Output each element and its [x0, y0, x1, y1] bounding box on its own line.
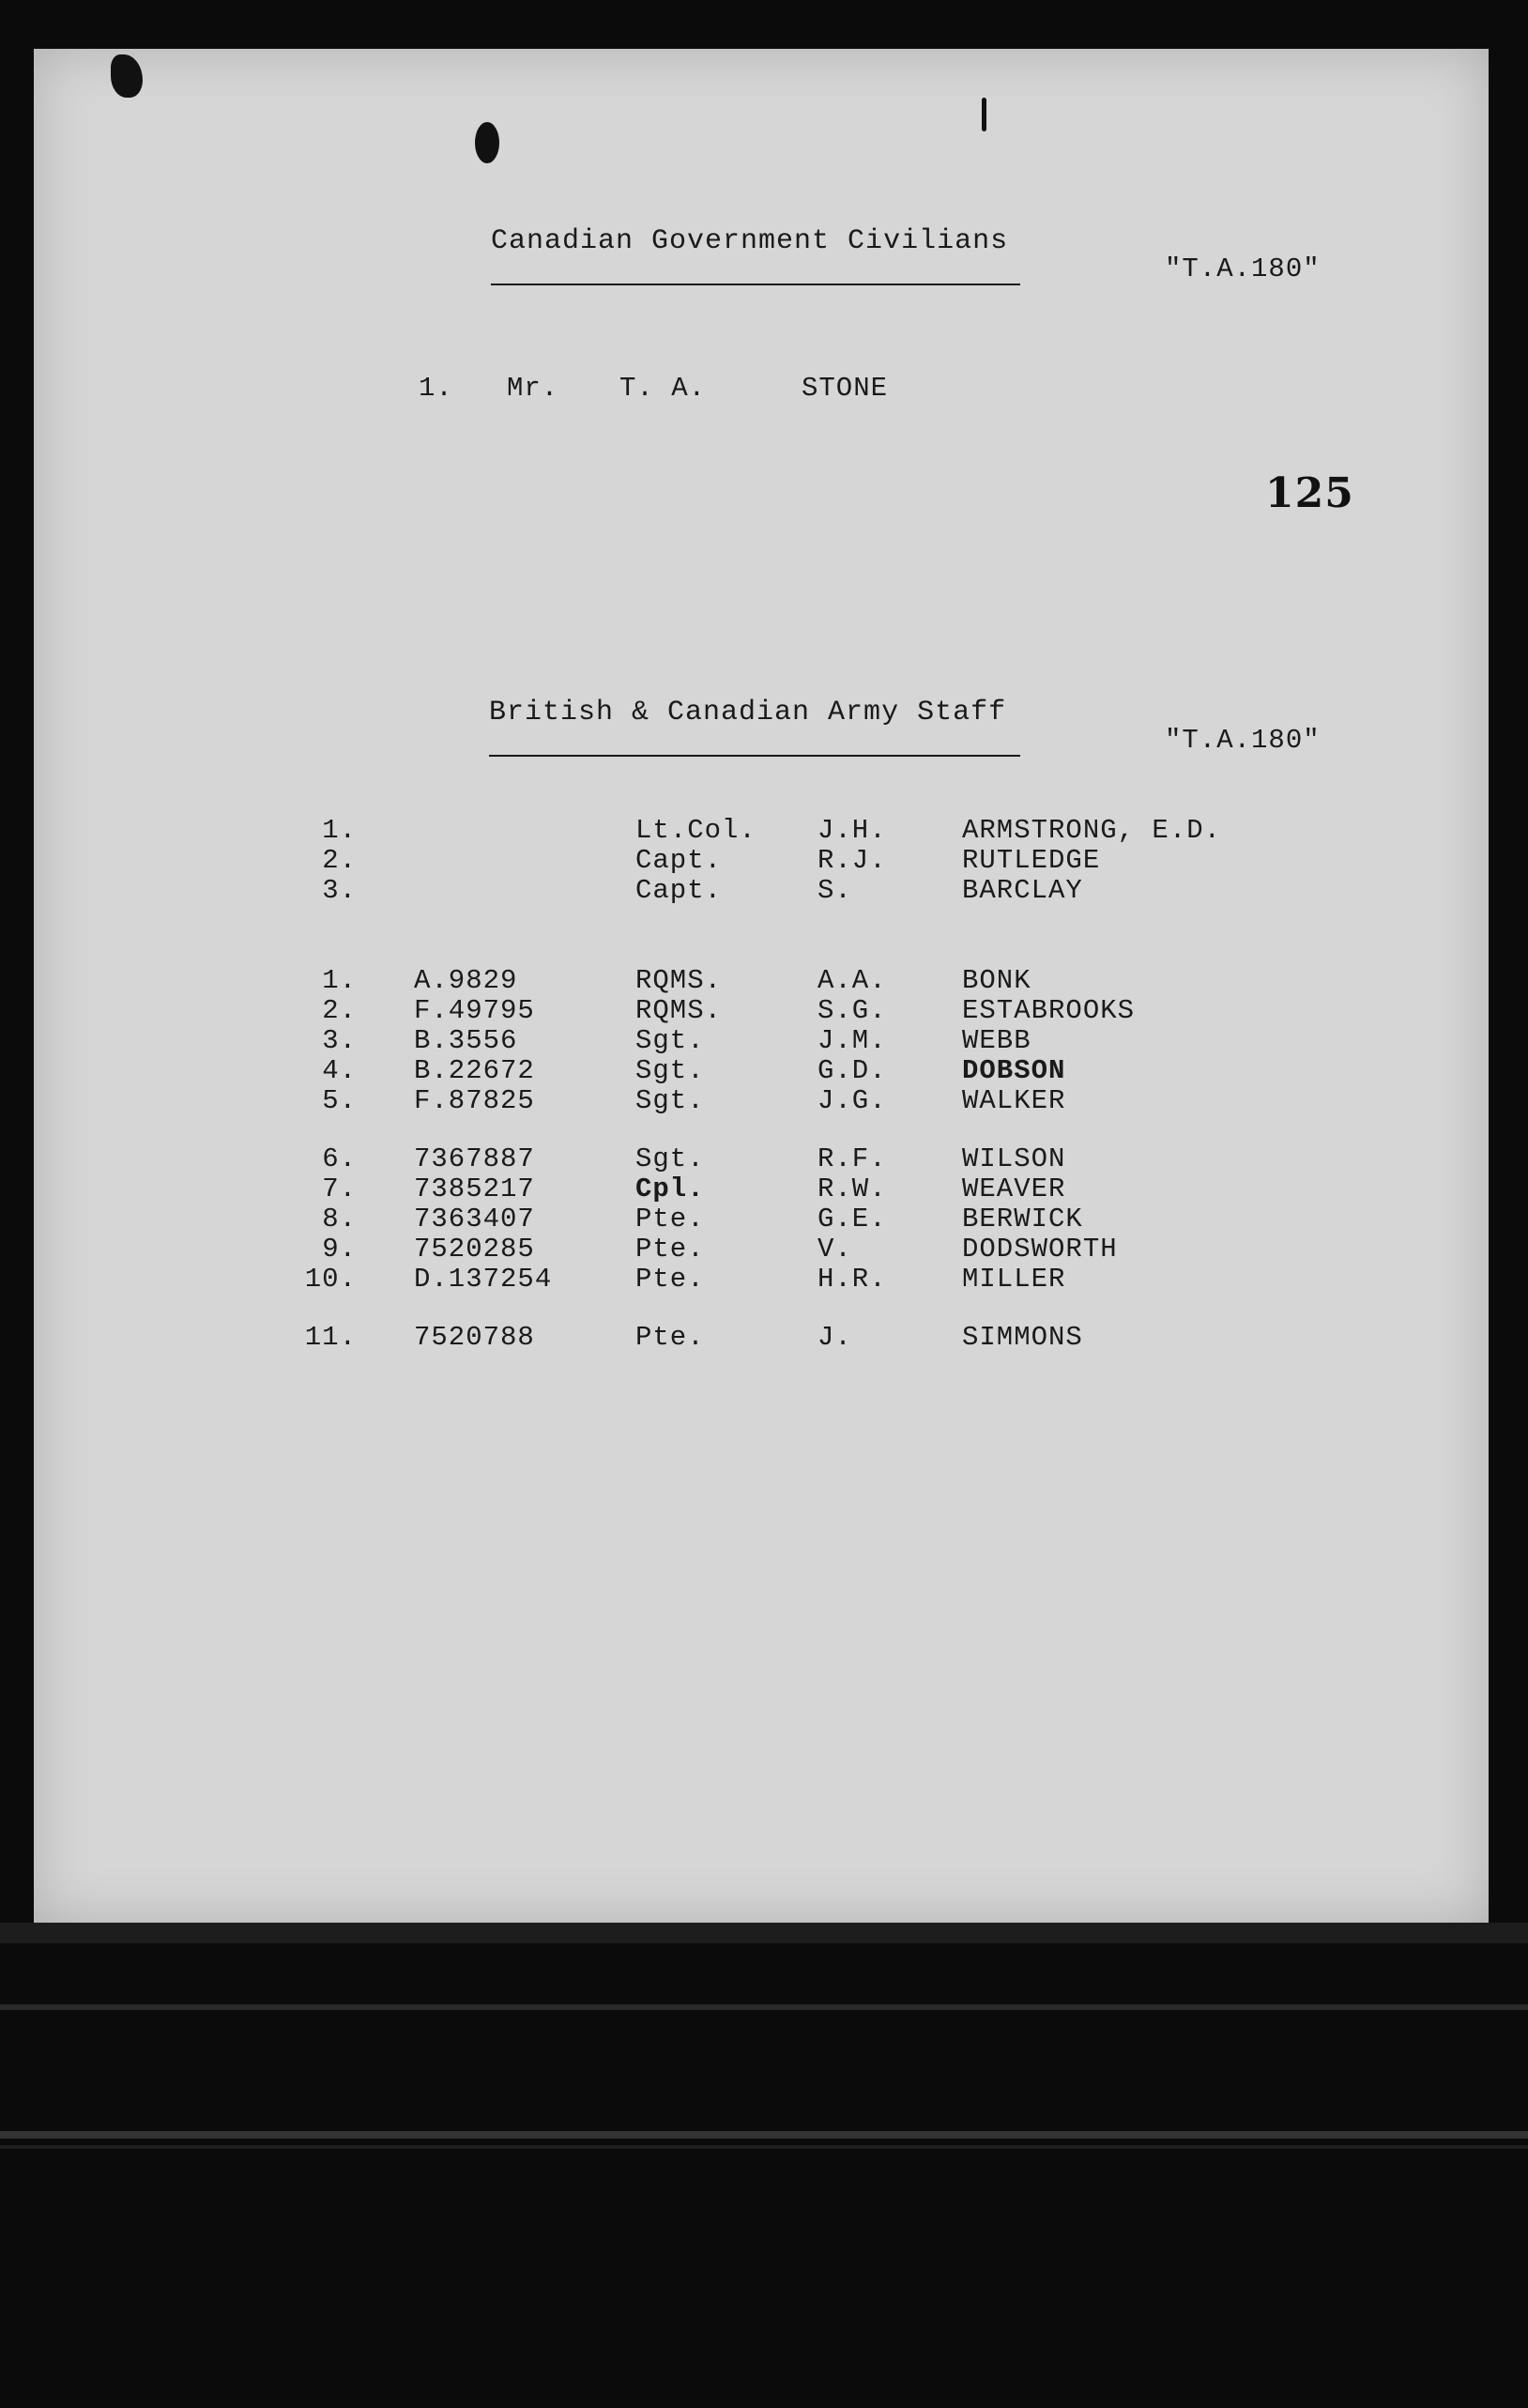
item-number: 4. [322, 1055, 357, 1086]
item-service-number: 7520788 [414, 1322, 535, 1353]
item-surname: WEBB [962, 1025, 1031, 1056]
item-number: 2. [322, 995, 357, 1026]
list-item [34, 997, 1489, 1029]
microfilm-strip [0, 2145, 1528, 2149]
item-number: 1. [322, 965, 357, 996]
item-number: 10. [304, 1264, 357, 1295]
page-bottom-edge [0, 1923, 1528, 1943]
section1-entry-initials: T. A. [619, 373, 707, 404]
page-number: 125 [1265, 469, 1354, 517]
item-rank: Sgt. [635, 1143, 705, 1174]
item-surname: WILSON [962, 1143, 1066, 1174]
item-initials: R.W. [817, 1173, 887, 1204]
list-item [34, 967, 1489, 999]
item-number: 5. [322, 1085, 357, 1116]
item-service-number: B.22672 [414, 1055, 535, 1086]
list-item [34, 1057, 1489, 1089]
item-rank: RQMS. [635, 965, 723, 996]
ink-blot [111, 54, 143, 98]
item-rank: Lt.Col. [635, 815, 756, 846]
list-item [34, 1087, 1489, 1119]
item-number: 11. [304, 1322, 357, 1353]
list-item [34, 1205, 1489, 1237]
item-initials: S.G. [817, 995, 887, 1026]
list-item [34, 1027, 1489, 1059]
item-rank: Capt. [635, 845, 723, 876]
list-item [34, 1235, 1489, 1267]
item-surname: RUTLEDGE [962, 845, 1101, 876]
item-rank: Capt. [635, 875, 723, 906]
item-service-number: 7367887 [414, 1143, 535, 1174]
item-number: 3. [322, 875, 357, 906]
section1-underline [491, 284, 1020, 285]
item-number: 6. [322, 1143, 357, 1174]
item-initials: J. [817, 1322, 852, 1353]
item-rank: Pte. [635, 1234, 705, 1265]
section1-reference: "T.A.180" [1165, 253, 1321, 284]
section1-entry-num: 1. [419, 373, 453, 404]
item-service-number: F.87825 [414, 1085, 535, 1116]
section1-entry-surname: STONE [802, 373, 889, 404]
microfilm-strip [0, 2131, 1528, 2139]
item-initials: S. [817, 875, 852, 906]
item-number: 7. [322, 1173, 357, 1204]
section2-heading: British & Canadian Army Staff [489, 697, 1007, 729]
item-service-number: B.3556 [414, 1025, 518, 1056]
item-initials: J.G. [817, 1085, 887, 1116]
item-rank: RQMS. [635, 995, 723, 1026]
list-item [34, 1175, 1489, 1207]
item-surname: BERWICK [962, 1204, 1083, 1235]
section2-underline [489, 755, 1020, 757]
item-surname: DODSWORTH [962, 1234, 1118, 1265]
document-page [34, 49, 1489, 1923]
item-rank: Sgt. [635, 1085, 705, 1116]
item-rank: Pte. [635, 1264, 705, 1295]
item-initials: J.H. [817, 815, 887, 846]
item-surname: SIMMONS [962, 1322, 1083, 1353]
item-service-number: 7363407 [414, 1204, 535, 1235]
section2-reference: "T.A.180" [1165, 725, 1321, 756]
list-item [34, 1324, 1489, 1356]
item-rank: Pte. [635, 1204, 705, 1235]
list-item [34, 817, 1489, 849]
item-service-number: D.137254 [414, 1264, 553, 1295]
item-number: 1. [322, 815, 357, 846]
microfilm-strip [0, 2004, 1528, 2010]
item-number: 8. [322, 1204, 357, 1235]
item-initials: J.M. [817, 1025, 887, 1056]
list-item [34, 877, 1489, 909]
item-initials: G.E. [817, 1204, 887, 1235]
item-surname: BARCLAY [962, 875, 1083, 906]
item-surname: MILLER [962, 1264, 1066, 1295]
item-rank: Sgt. [635, 1055, 705, 1086]
item-rank: Pte. [635, 1322, 705, 1353]
item-initials: G.D. [817, 1055, 887, 1086]
item-rank: Cpl. [635, 1173, 705, 1204]
item-surname: BONK [962, 965, 1031, 996]
list-item [34, 847, 1489, 879]
item-initials: A.A. [817, 965, 887, 996]
item-service-number: A.9829 [414, 965, 518, 996]
item-surname: ESTABROOKS [962, 995, 1136, 1026]
list-item [34, 1145, 1489, 1177]
item-surname: WALKER [962, 1085, 1066, 1116]
item-number: 2. [322, 845, 357, 876]
item-rank: Sgt. [635, 1025, 705, 1056]
ink-blot [475, 122, 499, 163]
section1-entry-title: Mr. [507, 373, 559, 404]
item-service-number: 7520285 [414, 1234, 535, 1265]
list-item [34, 1265, 1489, 1297]
item-service-number: F.49795 [414, 995, 535, 1026]
item-surname: WEAVER [962, 1173, 1066, 1204]
ink-speck [982, 98, 986, 131]
item-service-number: 7385217 [414, 1173, 535, 1204]
item-number: 9. [322, 1234, 357, 1265]
item-initials: R.F. [817, 1143, 887, 1174]
item-initials: R.J. [817, 845, 887, 876]
item-surname: DOBSON [962, 1055, 1066, 1086]
item-number: 3. [322, 1025, 357, 1056]
section1-heading: Canadian Government Civilians [491, 225, 1009, 257]
item-initials: H.R. [817, 1264, 887, 1295]
item-surname: ARMSTRONG, E.D. [962, 815, 1222, 846]
item-initials: V. [817, 1234, 852, 1265]
